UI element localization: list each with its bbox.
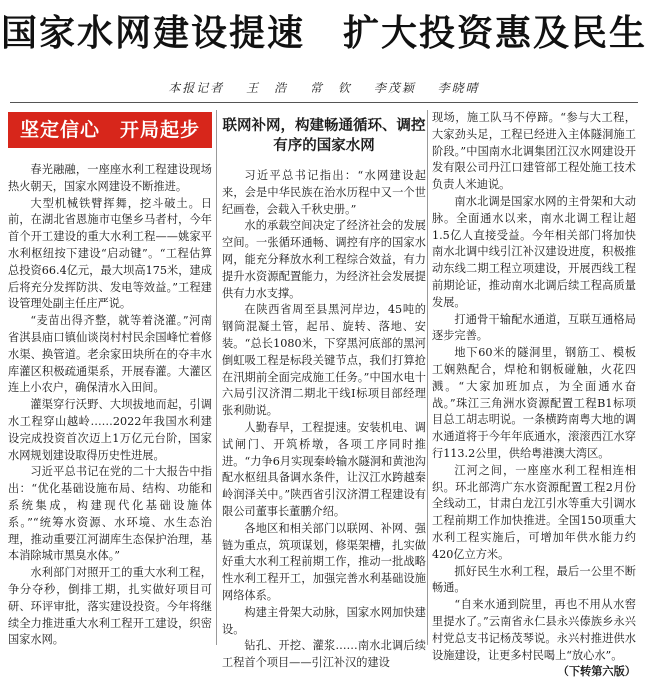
header-rule bbox=[10, 102, 638, 103]
article-column-1 bbox=[8, 110, 212, 645]
section-banner: 坚定信心 开局起步 bbox=[8, 112, 212, 148]
paragraph: 现场，施工队马不停蹄。“参与大工程，大家劲头足，工程已经进入主体隧洞施工阶段。”中国南水北调集团江汉水网建设开发有限公司丹江口建管部工程处施工技术负责人米迪说。 bbox=[432, 111, 636, 192]
paragraph: 水利部门对照开工的重大水利工程，争分夺秒，倒排工期，扎实做好项目可研、环评审批，落实建设投资。今年将继续全力推进重大水利工程开工建设，织密国家水网。 bbox=[8, 566, 212, 647]
paragraph: 打通骨干输配水通道，互联互通格局逐步完善。 bbox=[432, 312, 636, 343]
paragraph: 钻孔、开挖、灌浆……南水北调后续工程首个项目——引江补汉的建设 bbox=[222, 639, 426, 670]
section-subhead: 联网补网，构建畅通循环、调控有序的国家水网 bbox=[222, 118, 426, 154]
article-column-3 bbox=[432, 110, 636, 679]
paragraph: 南水北调是国家水网的主骨架和大动脉。全面通水以来，南水北调工程让超1.5亿人直接受益。今年相关部门将加快南水北调中线引江补汉建设进度，积极推动东线二期工程立项建设，开展西线工程前期论证，推动南水北调后续工程高质量发展。 bbox=[432, 194, 636, 309]
paragraph: 各地区和相关部门以联网、补网、强链为重点，筑项谋划，修渠架槽，扎实做好重大水利工程前期工作，推动一批战略性水利工程开工，加强完善水利基础设施网络体系。 bbox=[222, 521, 426, 602]
article-column-2 bbox=[222, 110, 426, 670]
paragraph: 构建主骨架大动脉，国家水网加快建设。 bbox=[222, 605, 426, 636]
paragraph: 地下60米的隧洞里，钢筋工、模板工娴熟配合，焊枪和钢板碰触，火花四溅。“大家加班加点，为全面通水奋战。”珠江三角洲水资源配置工程B1标项目总工胡志明说。一条横跨南粤大地的调水通道将于今年年底通水，滚滚西江水穿行113.2公里，供给粤港澳大湾区。 bbox=[432, 346, 636, 460]
paragraph: “麦苗出得齐整，就等着浇灌。”河南省淇县庙口镇仙谈岗村村民余国峰忙着修水渠、换管道。老余家田块所在的夺丰水库灌区积极疏通渠系，开展春灌。大灌区连上小农户，确保清水入田间。 bbox=[8, 314, 212, 395]
paragraph: 水的承载空间决定了经济社会的发展空间。一张循环通畅、调控有序的国家水网，能充分释放水利工程综合效益，有力提升水资源配置能力，为经济社会发展提供有力水支撑。 bbox=[222, 219, 426, 300]
byline-author: 常 钦 bbox=[309, 81, 352, 95]
paragraph: 抓好民生水利工程，最后一公里不断畅通。 bbox=[432, 564, 636, 595]
continued-on-page: （下转第六版） bbox=[557, 665, 636, 679]
byline-author: 李茂颖 bbox=[373, 81, 416, 95]
byline-label: 本报记者 bbox=[168, 81, 225, 95]
page-headline: 国家水网建设提速 扩大投资惠及民生 bbox=[0, 13, 647, 54]
paragraph: 江河之间，一座座水利工程相连相织。环北部湾广东水资源配置工程2月份全线动工，甘肃白龙江引水等重大引调水工程前期工作加快推进。全国150项重大水利工程实施后，可增加年供水能力约420亿立方米。 bbox=[432, 463, 636, 561]
column-divider bbox=[427, 110, 428, 645]
paragraph: 习近平总书记在党的二十大报告中指出：“优化基础设施布局、结构、功能和系统集成，构建现代化基础设施体系。”“统筹水资源、水环境、水生态治理，推动重要江河湖库生态保护治理，基本消除城市黑臭水体。” bbox=[8, 465, 212, 563]
paragraph: 春光融融，一座座水利工程建设现场热火朝天，国家水网建设不断推进。 bbox=[8, 163, 212, 193]
byline-author: 李晓晴 bbox=[437, 81, 480, 95]
paragraph: 习近平总书记指出：“水网建设起来，会是中华民族在治水历程中又一个世纪画卷，会载入千秋史册。” bbox=[222, 169, 426, 216]
paragraph: 灌渠穿行沃野、大坝拔地而起，引调水工程穿山越岭……2022年我国水利建设完成投资首次迈上1万亿元台阶，国家水网规划建设取得历史性进展。 bbox=[8, 398, 212, 462]
paragraph: 大型机械铁臂挥舞，挖斗破土。日前，在湖北省恩施市屯堡乡马者村，今年首个开工建设的重大水利工程——姚家平水利枢纽按下建设“启动键”。“工程估算总投资66.4亿元，最大坝高175米，建成后将充分发挥防洪、发电等效益。”工程建设管理处副主任庄严说。 bbox=[8, 196, 212, 311]
paragraph: 人勤春早，工程提速。安装机电、调试闸门、开筑桥墩，各项工序同时推进。“力争6月实现秦岭输水隧洞和黄池沟配水枢纽具备调水条件，让汉江水跨越秦岭润泽关中。”陕西省引汉济渭工程建设有限公司董事长董鹏介绍。 bbox=[222, 420, 426, 518]
column-divider bbox=[216, 110, 217, 645]
byline-author: 王 浩 bbox=[246, 81, 289, 95]
paragraph: 在陕西省周至县黑河岸边，45吨的钢筒混凝土管，起吊、旋转、落地、安装。“总长1080米，下穿黑河底部的黑河倒虹吸工程是标段关键节点，我们打算抢在汛期前全面完成施工任务。”中国水电十六局引汉济渭二期北干线Ⅰ标项目部经理张利勋说。 bbox=[222, 303, 426, 418]
paragraph: “自来水通到院里，再也不用从水窖里提水了。”云南省永仁县永兴傣族乡永兴村党总支书记杨茂琴说。永兴村推进供水设施建设，让更多村民喝上“放心水”。 bbox=[432, 598, 636, 662]
byline bbox=[0, 78, 648, 98]
